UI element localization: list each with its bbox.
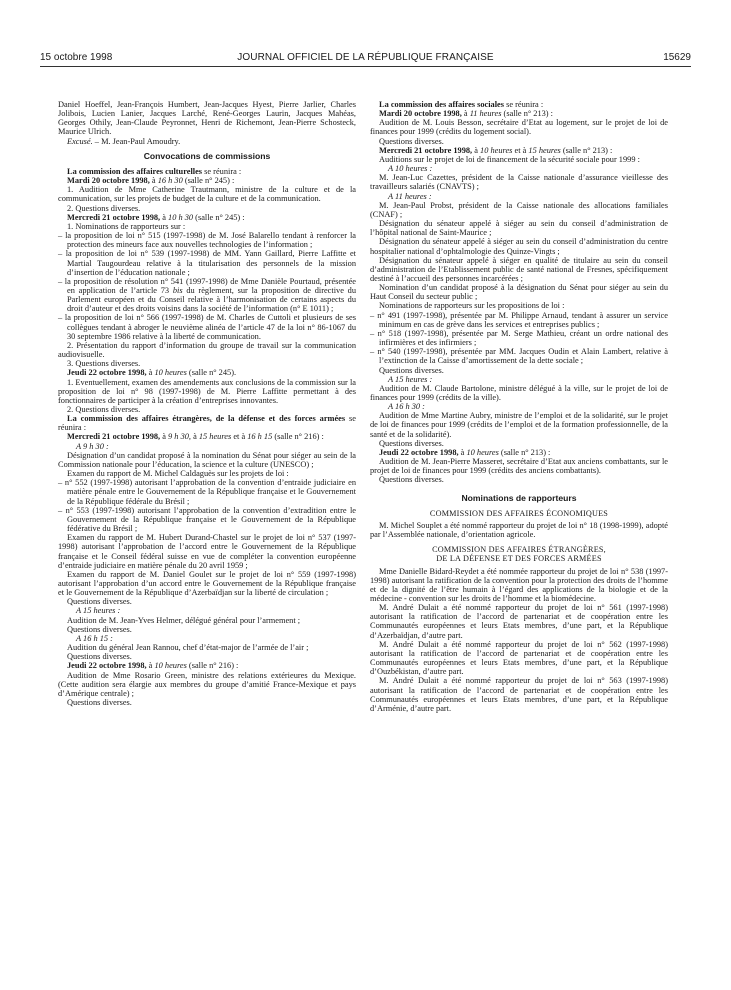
time-label: A 16 h 30 :: [388, 402, 425, 412]
nomination-item: M. André Dulait a été nommé rapporteur du projet de loi n° 563 (1997-1998) autorisant la ratification de l’accord de partenariat et de coopération entre les Communautés européennes et leurs Etats membres, d’une part, et la République d’Arménie, d’autre part.: [370, 676, 668, 713]
etr-jeudi-line: [58, 661, 356, 670]
etr-jeudi-room: (salle n° 216) :: [186, 661, 239, 671]
cult-mercredi-room: (salle n° 245) :: [193, 212, 245, 222]
soc-item: M. Jean-Luc Cazettes, président de la Caisse nationale d’assurance vieillesse des travailleurs salariés (CNAVTS) ;: [370, 173, 668, 192]
right-column: [370, 100, 668, 713]
time-label: A 11 heures :: [388, 191, 432, 201]
soc-mardi-date: Mardi 20 octobre 1998,: [379, 109, 462, 119]
time-label: A 10 heures :: [388, 164, 433, 174]
etr-mercredi-time2: 15 heures: [198, 432, 232, 442]
cult-mercredi-time: 10 h 30: [168, 212, 194, 222]
soc-item: Nomination d’un candidat proposé à la désignation du Sénat pour siéger au sein du Haut Conseil du secteur public ;: [370, 283, 668, 302]
etr-commission-rest: se réunira :: [58, 414, 356, 433]
soc-subitem: – n° 518 (1997-1998), présentée par M. Serge Mathieu, créant un ordre national des infirmières et des infirmiers ;: [370, 328, 668, 348]
etr-jeudi-date: Jeudi 22 octobre 1998,: [67, 661, 147, 671]
etr-item: Questions diverses.: [67, 624, 132, 634]
members-list: Daniel Hoeffel, Jean-François Humbert, Jean-Jacques Hyest, Pierre Jarlier, Charles Jolibois, Lucien Lanier, Jacques Larché, René-Georges Laurin, Jacques Mahéas, Georges Othily, Jean-Claude Peyronnet, Henri de Richemont, Jean-Pierre Schosteck, Maurice Ulrich.: [58, 100, 356, 137]
excuse-label: Excusé.: [67, 136, 93, 146]
subheading-etr-line2: DE LA DÉFENSE ET DES FORCES ARMÉES: [436, 554, 602, 564]
header-rule: [40, 66, 691, 67]
soc-subitem: – n° 540 (1997-1998), présentée par MM. Jacques Oudin et Alain Lambert, relative à l’extinction de la Caisse d’amortissement de la dette sociale ;: [370, 347, 668, 366]
nomination-item: M. André Dulait a été nommé rapporteur du projet de loi n° 561 (1997-1998) autorisant la ratification de l’accord de partenariat et de coopération entre les Communautés européennes et leurs Etats membres, d’une part, et la République d’Azerbaïdjan, d’autre part.: [370, 603, 668, 640]
cult-mercredi-line: [58, 213, 356, 222]
soc-mardi-time: 11 heures: [469, 109, 502, 119]
time-label: A 16 h 15 :: [76, 633, 113, 643]
cult-subitem-pre: – la proposition de résolution n° 541 (1997-1998) de Mme Danièle Pourtaud, présentée en application de l’article 73: [58, 276, 356, 295]
cult-mardi-line: [58, 176, 356, 185]
soc-mardi-room: (salle n° 213) :: [501, 109, 553, 119]
time-label: A 15 heures :: [388, 374, 433, 384]
nomination-item: M. Michel Souplet a été nommé rapporteur du projet de loi n° 18 (1998-1999), adopté par l’Assemblée nationale, d’orientation agricole.: [370, 520, 668, 540]
etr-item: Examen du rapport de M. Michel Caldaguès sur les projets de loi :: [67, 469, 289, 479]
subheading-etr: [370, 545, 668, 563]
cult-jeudi-at: à: [146, 368, 155, 378]
cult-item: 1. Eventuellement, examen des amendements aux conclusions de la commission sur la proposition de loi n° 98 (1997-1998) de M. Pierre Laffitte permettant à des fonctionnaires de participer à la création d’entreprises innovantes.: [58, 377, 356, 405]
cult-subitem-bis: bis: [172, 285, 183, 295]
cult-mardi-room: (salle n° 245) :: [182, 176, 235, 186]
soc-mercredi-date: Mercredi 21 octobre 1998,: [379, 145, 473, 155]
spacer: [370, 485, 668, 488]
soc-mercredi-at: à: [472, 145, 481, 155]
left-column: [58, 100, 356, 707]
etr-commission-name: La commission des affaires étrangères, de la défense et des forces armées: [67, 414, 346, 424]
cult-jeudi-time: 10 heures: [154, 368, 187, 378]
etr-item: Désignation d’un candidat proposé à la nomination du Sénat pour siéger au sein de la Commission nationale pour l’éducation, la science et la culture (UNESCO) ;: [58, 450, 356, 469]
etr-commission-line: [58, 414, 356, 432]
nomination-item: M. André Dulait a été nommé rapporteur du projet de loi n° 562 (1997-1998) autorisant la ratification de l’accord de partenariat et de coopération entre les Communautés européennes et leurs Etats membres, d’une part, et la République d’Ouzbékistan, d’autre part.: [370, 639, 668, 677]
time-label: A 9 h 30 :: [76, 441, 109, 451]
cult-item: 2. Questions diverses.: [67, 405, 141, 414]
etr-item: Examen du rapport de M. Daniel Goulet sur le projet de loi n° 559 (1997-1998) autorisant l’approbation d’un accord entre le Gouvernement de la République française et le Gouvernement de la République d’Azerbaïdjan sur la liberté de circulation ;: [58, 569, 356, 598]
soc-mercredi-et: et à: [512, 145, 529, 155]
soc-item: Auditions sur le projet de loi de financement de la sécurité sociale pour 1999 :: [379, 154, 640, 164]
soc-mercredi-time1: 10 heures: [480, 145, 513, 155]
excuse-text: – M. Jean-Paul Amoudry.: [92, 136, 181, 146]
cult-jeudi-line: [58, 368, 356, 377]
soc-item: Audition de Mme Martine Aubry, ministre de l’emploi et de la solidarité, sur le projet de loi de finances pour 1999 (crédits de l’emploi et de la formation professionnelle, de la santé et de la solidarité).: [370, 411, 668, 439]
etr-item: Questions diverses.: [67, 597, 132, 607]
etr-item: Audition de M. Jean-Yves Helmer, délégué général pour l’armement ;: [67, 615, 301, 625]
cult-subitem: [58, 277, 356, 314]
soc-mercredi-time2: 15 heures: [528, 145, 561, 155]
soc-item: Audition de M. Louis Besson, secrétaire d’Etat au logement, sur le projet de loi de finances pour 1999 (crédits du logement social).: [370, 118, 668, 137]
soc-jeudi-time: 10 heures: [466, 447, 499, 457]
etr-mercredi-time1: 9 h 30: [168, 432, 189, 442]
soc-jeudi-date: Jeudi 22 octobre 1998,: [379, 447, 459, 457]
etr-mercredi-room: (salle n° 216) :: [272, 432, 324, 442]
cult-item: 1. Nominations de rapporteurs sur :: [67, 221, 186, 231]
cult-item: 2. Présentation du rapport d’information du groupe de travail sur la communication audiovisuelle.: [58, 340, 356, 360]
soc-item: Audition de M. Claude Bartolone, ministre délégué à la ville, sur le projet de loi de finances pour 1999 (crédits de la ville).: [370, 383, 668, 402]
soc-item: Questions diverses.: [379, 475, 444, 485]
soc-item: Désignation du sénateur appelé à siéger en qualité de titulaire au sein du conseil d’administration de l’Etablissement public de santé national de Fresnes, spécifiquement destiné à l’accueil des personnes incarcérées ;: [370, 255, 668, 283]
section-heading-convocations: Convocations de commissions: [143, 150, 271, 161]
soc-jeudi-room: (salle n° 213) :: [498, 447, 551, 457]
cult-jeudi-date: Jeudi 22 octobre 1998,: [67, 368, 147, 378]
soc-commission-rest: se réunira :: [504, 100, 544, 109]
etr-mercredi-at: à: [160, 432, 169, 442]
cult-subitem-post: du règlement, sur la proposition de directive du Parlement européen et du Conseil relative à l’harmonisation de certains aspects du droit d’auteur et des droits voisins dans la société de l’information (n° E 1011) ;: [67, 285, 356, 314]
page-number: 15629: [663, 52, 691, 63]
journal-title: JOURNAL OFFICIEL DE LA RÉPUBLIQUE FRANÇAISE: [237, 52, 494, 63]
cult-subitem: – la proposition de loi n° 539 (1997-1998) de MM. Yann Gaillard, Pierre Laffitte et Martial Taugourdeau relative à la titularisation des personnels de la mission d’insertion de l’éducation nationale ;: [58, 249, 356, 277]
soc-mardi-line: [370, 109, 668, 118]
etr-mercredi-time3: 16 h 15: [247, 432, 273, 442]
cult-item: 2. Questions diverses.: [67, 203, 141, 213]
soc-commission-name: La commission des affaires sociales: [379, 100, 504, 109]
cult-item: 1. Audition de Mme Catherine Trautmann, ministre de la culture et de la communication, sur les projets de budget de la culture et de la communication.: [58, 185, 356, 204]
soc-mercredi-room: (salle n° 213) :: [560, 145, 613, 155]
subheading-eco: COMMISSION DES AFFAIRES ÉCONOMIQUES: [429, 508, 609, 518]
soc-subitem: – n° 491 (1997-1998), présentée par M. Philippe Arnaud, tendant à assurer un service minimum en cas de grève dans les services et entreprises publics ;: [370, 310, 668, 329]
soc-item: M. Jean-Paul Probst, président de la Caisse nationale des allocations familiales (CNAF) ;: [370, 200, 668, 219]
etr-mercredi-date: Mercredi 21 octobre 1998,: [67, 432, 161, 442]
cult-mardi-at: à: [149, 176, 158, 186]
subheading-etr-line1: COMMISSION DES AFFAIRES ÉTRANGÈRES,: [432, 545, 606, 555]
cult-mardi-time: 16 h 30: [157, 176, 183, 186]
cult-subitem: – la proposition de loi n° 515 (1997-1998) de M. José Balarello tendant à renforcer la protection des mineurs face aux nouvelles technologies de l’information ;: [58, 231, 356, 250]
cult-mardi-date: Mardi 20 octobre 1998,: [67, 176, 150, 186]
soc-jeudi-at: à: [458, 447, 467, 457]
soc-item: Audition de M. Jean-Pierre Masseret, secrétaire d’Etat aux anciens combattants, sur le projet de loi de finances pour 1999 (crédits des anciens combattants).: [370, 457, 668, 476]
etr-mercredi-line: [58, 432, 356, 441]
etr-mercredi-et: et à: [231, 432, 248, 442]
soc-item: Questions diverses.: [379, 136, 444, 146]
excuse-line: [58, 137, 356, 146]
etr-jeudi-time: 10 heures: [154, 661, 187, 671]
time-label: A 15 heures :: [76, 606, 121, 616]
soc-item: Questions diverses.: [379, 438, 444, 448]
cult-mercredi-at: à: [160, 212, 169, 222]
etr-jeudi-at: à: [146, 661, 155, 671]
nomination-item: Mme Danielle Bidard-Reydet a été nommée rapporteur du projet de loi n° 538 (1997-1998) autorisant la ratification de la convention pour la protection des droits de l’homme et de la dignité de l’être humain à l’égard des applications de la biologie et de la médecine - convention sur les droits de l’homme et la biomédecine.: [370, 566, 668, 603]
etr-item: Questions diverses.: [67, 698, 132, 707]
soc-mardi-at: à: [461, 109, 470, 119]
etr-item: Audition du général Jean Rannou, chef d’état-major de l’armée de l’air ;: [67, 643, 309, 653]
soc-item: Désignation du sénateur appelé à siéger au sein du conseil d’administration de l’hôpital national de Saint-Maurice ;: [370, 219, 668, 238]
cult-jeudi-room: (salle n° 245).: [186, 368, 237, 378]
header-date: 15 octobre 1998: [40, 52, 113, 63]
cult-commission-name: La commission des affaires culturelles: [67, 166, 203, 176]
cult-commission-line: [58, 167, 356, 176]
etr-item: Audition de Mme Rosario Green, ministre des relations extérieures du Mexique. (Cette audition sera élargie aux membres du groupe d’amitié France-Mexique et pays d’Amérique centrale) ;: [58, 670, 356, 698]
section-heading-nominations: Nominations de rapporteurs: [461, 492, 577, 503]
etr-subitem: – n° 553 (1997-1998) autorisant l’approbation de la convention d’extradition entre le Gouvernement de la République française et le Gouvernement de la République fédérative du Brésil ;: [58, 505, 356, 534]
etr-item: Examen du rapport de M. Hubert Durand-Chastel sur le projet de loi n° 537 (1997-1998) autorisant l’approbation de l’accord entre le Gouvernement de la République française et le Conseil fédéral suisse en vue de compléter la convention européenne d’entraide judiciaire en matière pénale du 20 avril 1959 ;: [58, 533, 356, 570]
cult-commission-rest: se réunira :: [202, 166, 242, 176]
soc-mercredi-line: [370, 146, 668, 155]
soc-jeudi-line: [370, 448, 668, 457]
etr-subitem: – n° 552 (1997-1998) autorisant l’approbation de la convention d’entraide judiciaire en matière pénale entre le Gouvernement de la République française et le Gouvernement de la République fédérale du Brésil ;: [58, 478, 356, 506]
cult-mercredi-date: Mercredi 21 octobre 1998,: [67, 212, 161, 222]
etr-item: Questions diverses.: [67, 652, 132, 662]
soc-item: Désignation du sénateur appelé à siéger au sein du conseil d’administration du centre hospitalier national d’ophtalmologie des Quinze-Vingts ;: [370, 237, 668, 256]
cult-subitem: – la proposition de loi n° 566 (1997-1998) de M. Charles de Cuttoli et plusieurs de ses collègues tendant à abroger le neuvième alinéa de l’article 47 de la loi n° 86-1067 du 30 septembre 1986 relative à la liberté de communication.: [58, 313, 356, 341]
cult-item: 3. Questions diverses.: [67, 359, 141, 369]
etr-mercredi-and: , à: [188, 432, 199, 442]
soc-item: Nominations de rapporteurs sur les propositions de loi :: [379, 301, 565, 311]
soc-item: Questions diverses.: [379, 365, 444, 375]
soc-commission-line: [370, 100, 668, 109]
